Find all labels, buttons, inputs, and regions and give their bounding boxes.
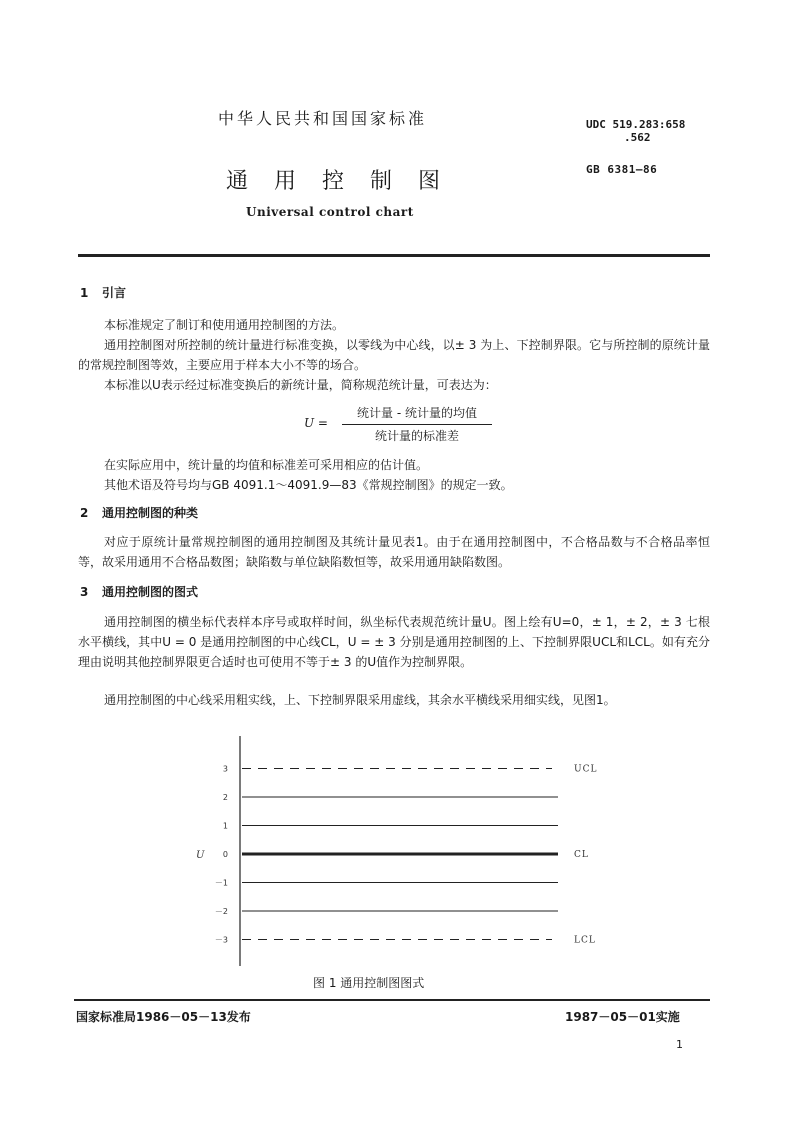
control-line-label: UCL <box>574 764 598 775</box>
gb-code: GB 6381—86 <box>586 163 658 176</box>
paragraph: 通用控制图的中心线采用粗实线，上、下控制界限采用虚线，其余水平横线采用细实线，见图1。 <box>104 693 616 707</box>
section-title: 通用控制图的种类 <box>102 506 199 520</box>
paragraph: 本标准以U表示经过标准变换后的新统计量，简称规范统计量，可表达为： <box>104 378 497 392</box>
fraction-bar <box>342 424 492 425</box>
figure-caption: 图 1 通用控制图图式 <box>313 976 425 990</box>
formula-numerator: 统计量 - 统计量的均值 <box>357 406 477 420</box>
paragraph: 其他术语及符号均与GB 4091.1～4091.9—83《常规控制图》的规定一致。 <box>104 478 513 492</box>
page-number: 1 <box>676 1038 683 1051</box>
paragraph: 通用控制图对所控制的统计量进行标准变换，以零线为中心线，以± 3 为上、下控制界限。它与所控制的原统计量的常规控制图等效，主要应用于样本大小不等的场合。 <box>78 338 710 372</box>
control-line-label: LCL <box>574 935 596 946</box>
paragraph: 通用控制图的横坐标代表样本序号或取样时间，纵坐标代表规范统计量U。图上绘有U=0，± 1，± 2，± 3 七根水平横线，其中U = 0 是通用控制图的中心线CL，U = ± 3 分别是通用控制图的上、下控制界限UCL和LCL。如有充分理由说明其他控制界限更合适时也可使用不等于± 3 的U值作为控制界限。 <box>78 615 710 669</box>
paragraph: 在实际应用中，统计量的均值和标准差可采用相应的估计值。 <box>104 458 429 472</box>
section-2-heading <box>80 504 198 521</box>
paragraph: 本标准规定了制订和使用通用控制图的方法。 <box>104 318 345 332</box>
y-tick-label: －2 <box>214 907 228 916</box>
effective-date: 1987－05－01实施 <box>565 1010 680 1024</box>
section-number: 2 <box>80 506 89 520</box>
formula-lhs: U = <box>304 416 328 430</box>
section-3-heading <box>80 583 198 600</box>
udc-code <box>586 118 685 144</box>
y-tick-label: 2 <box>222 793 228 802</box>
formula <box>304 404 504 448</box>
header-divider <box>78 254 710 257</box>
issue-date: 国家标准局1986－05－13发布 <box>76 1010 251 1024</box>
document-title-english: Universal control chart <box>246 205 414 219</box>
y-tick-label: 3 <box>222 764 228 774</box>
udc-line-2: .562 <box>624 131 651 144</box>
section-number: 3 <box>80 585 89 599</box>
footer-divider <box>74 999 710 1001</box>
y-tick-label: 0 <box>222 850 228 859</box>
formula-denominator: 统计量的标准差 <box>374 429 459 443</box>
paragraph: 对应于原统计量常规控制图的通用控制图及其统计量见表1。由于在通用控制图中，不合格品数与不合格品率恒等，故采用通用不合格品数图；缺陷数与单位缺陷数恒等，故采用通用缺陷数图。 <box>78 535 710 569</box>
section-title: 引言 <box>102 286 127 300</box>
control-chart-figure <box>190 730 610 968</box>
document-title: 通用控制图 <box>226 169 467 194</box>
section-title: 通用控制图的图式 <box>102 585 199 599</box>
national-standard-heading: 中华人民共和国国家标准 <box>218 109 428 128</box>
y-tick-label: 1 <box>222 821 228 831</box>
control-line-label: CL <box>574 850 589 860</box>
y-tick-label: －1 <box>214 878 228 888</box>
udc-line-1: UDC 519.283:658 <box>586 118 686 131</box>
y-axis-label: U <box>196 850 205 861</box>
y-tick-label: －3 <box>214 935 228 945</box>
section-1-heading <box>80 284 126 301</box>
section-number: 1 <box>80 286 89 300</box>
